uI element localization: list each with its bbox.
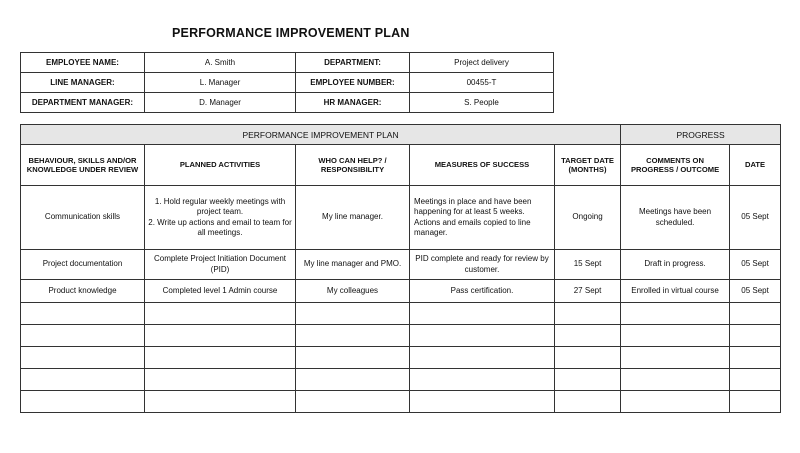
empty-cell[interactable]	[296, 303, 410, 325]
empty-cell[interactable]	[21, 303, 145, 325]
department-manager-value[interactable]: D. Manager	[145, 93, 296, 113]
empty-cell[interactable]	[296, 391, 410, 413]
date-cell[interactable]: 05 Sept	[730, 250, 781, 280]
col-header-target-date: TARGET DATE (MONTHS)	[555, 145, 621, 186]
empty-cell[interactable]	[410, 325, 555, 347]
empty-cell[interactable]	[410, 303, 555, 325]
behaviour-cell[interactable]: Project documentation	[21, 250, 145, 280]
empty-table-row	[21, 391, 781, 413]
empty-table-row	[21, 325, 781, 347]
empty-cell[interactable]	[730, 391, 781, 413]
empty-table-row	[21, 369, 781, 391]
section-progress-header: PROGRESS	[621, 125, 781, 145]
comments-cell[interactable]: Enrolled in virtual course	[621, 280, 730, 303]
hr-manager-label: HR MANAGER:	[296, 93, 410, 113]
empty-cell[interactable]	[730, 303, 781, 325]
empty-cell[interactable]	[621, 347, 730, 369]
employee-number-value[interactable]: 00455-T	[410, 73, 554, 93]
table-row	[21, 250, 781, 280]
hr-manager-value[interactable]: S. People	[410, 93, 554, 113]
section-header-row	[21, 125, 781, 145]
empty-cell[interactable]	[730, 325, 781, 347]
measures-cell[interactable]: Pass certification.	[410, 280, 555, 303]
col-header-date: DATE	[730, 145, 781, 186]
col-header-who: WHO CAN HELP? / RESPONSIBILITY	[296, 145, 410, 186]
employee-name-label: EMPLOYEE NAME:	[21, 53, 145, 73]
empty-cell[interactable]	[555, 303, 621, 325]
empty-cell[interactable]	[296, 369, 410, 391]
who-cell[interactable]: My line manager.	[296, 186, 410, 250]
behaviour-cell[interactable]: Product knowledge	[21, 280, 145, 303]
empty-cell[interactable]	[730, 369, 781, 391]
line-manager-label: LINE MANAGER:	[21, 73, 145, 93]
document-title: PERFORMANCE IMPROVEMENT PLAN	[172, 26, 410, 40]
date-cell[interactable]: 05 Sept	[730, 280, 781, 303]
empty-cell[interactable]	[145, 369, 296, 391]
line-manager-value[interactable]: L. Manager	[145, 73, 296, 93]
empty-cell[interactable]	[555, 391, 621, 413]
measures-cell[interactable]: Meetings in place and have been happening for at least 5 weeks. Actions and emails copied to line manager.	[410, 186, 555, 250]
empty-cell[interactable]	[621, 391, 730, 413]
table-row	[21, 280, 781, 303]
col-header-measures: MEASURES OF SUCCESS	[410, 145, 555, 186]
comments-cell[interactable]: Draft in progress.	[621, 250, 730, 280]
empty-cell[interactable]	[730, 347, 781, 369]
column-header-row	[21, 145, 781, 186]
measures-cell[interactable]: PID complete and ready for review by customer.	[410, 250, 555, 280]
empty-cell[interactable]	[296, 325, 410, 347]
empty-cell[interactable]	[145, 325, 296, 347]
employee-name-value[interactable]: A. Smith	[145, 53, 296, 73]
col-header-activities: PLANNED ACTIVITIES	[145, 145, 296, 186]
info-row	[21, 73, 554, 93]
employee-number-label: EMPLOYEE NUMBER:	[296, 73, 410, 93]
activities-cell[interactable]: Completed level 1 Admin course	[145, 280, 296, 303]
department-label: DEPARTMENT:	[296, 53, 410, 73]
info-row	[21, 93, 554, 113]
target-date-cell[interactable]: 15 Sept	[555, 250, 621, 280]
empty-cell[interactable]	[555, 347, 621, 369]
empty-table-row	[21, 347, 781, 369]
behaviour-cell[interactable]: Communication skills	[21, 186, 145, 250]
empty-cell[interactable]	[21, 347, 145, 369]
empty-cell[interactable]	[621, 369, 730, 391]
empty-cell[interactable]	[21, 369, 145, 391]
empty-cell[interactable]	[145, 347, 296, 369]
section-plan-header: PERFORMANCE IMPROVEMENT PLAN	[21, 125, 621, 145]
info-row	[21, 53, 554, 73]
activities-cell[interactable]: Complete Project Initiation Document (PID)	[145, 250, 296, 280]
empty-cell[interactable]	[410, 391, 555, 413]
date-cell[interactable]: 05 Sept	[730, 186, 781, 250]
improvement-plan-table	[20, 124, 781, 413]
col-header-behaviour: BEHAVIOUR, SKILLS AND/OR KNOWLEDGE UNDER REVIEW	[21, 145, 145, 186]
empty-cell[interactable]	[555, 369, 621, 391]
activities-cell[interactable]: 1. Hold regular weekly meetings with project team. 2. Write up actions and email to team for all meetings.	[145, 186, 296, 250]
target-date-cell[interactable]: Ongoing	[555, 186, 621, 250]
empty-cell[interactable]	[410, 347, 555, 369]
empty-cell[interactable]	[621, 303, 730, 325]
empty-table-row	[21, 303, 781, 325]
empty-cell[interactable]	[410, 369, 555, 391]
empty-cell[interactable]	[145, 303, 296, 325]
target-date-cell[interactable]: 27 Sept	[555, 280, 621, 303]
empty-cell[interactable]	[21, 391, 145, 413]
empty-cell[interactable]	[555, 325, 621, 347]
table-row	[21, 186, 781, 250]
empty-cell[interactable]	[296, 347, 410, 369]
col-header-comments: COMMENTS ON PROGRESS / OUTCOME	[621, 145, 730, 186]
empty-cell[interactable]	[21, 325, 145, 347]
who-cell[interactable]: My colleagues	[296, 280, 410, 303]
who-cell[interactable]: My line manager and PMO.	[296, 250, 410, 280]
empty-cell[interactable]	[145, 391, 296, 413]
department-manager-label: DEPARTMENT MANAGER:	[21, 93, 145, 113]
employee-info-table	[20, 52, 554, 113]
empty-cell[interactable]	[621, 325, 730, 347]
comments-cell[interactable]: Meetings have been scheduled.	[621, 186, 730, 250]
department-value[interactable]: Project delivery	[410, 53, 554, 73]
